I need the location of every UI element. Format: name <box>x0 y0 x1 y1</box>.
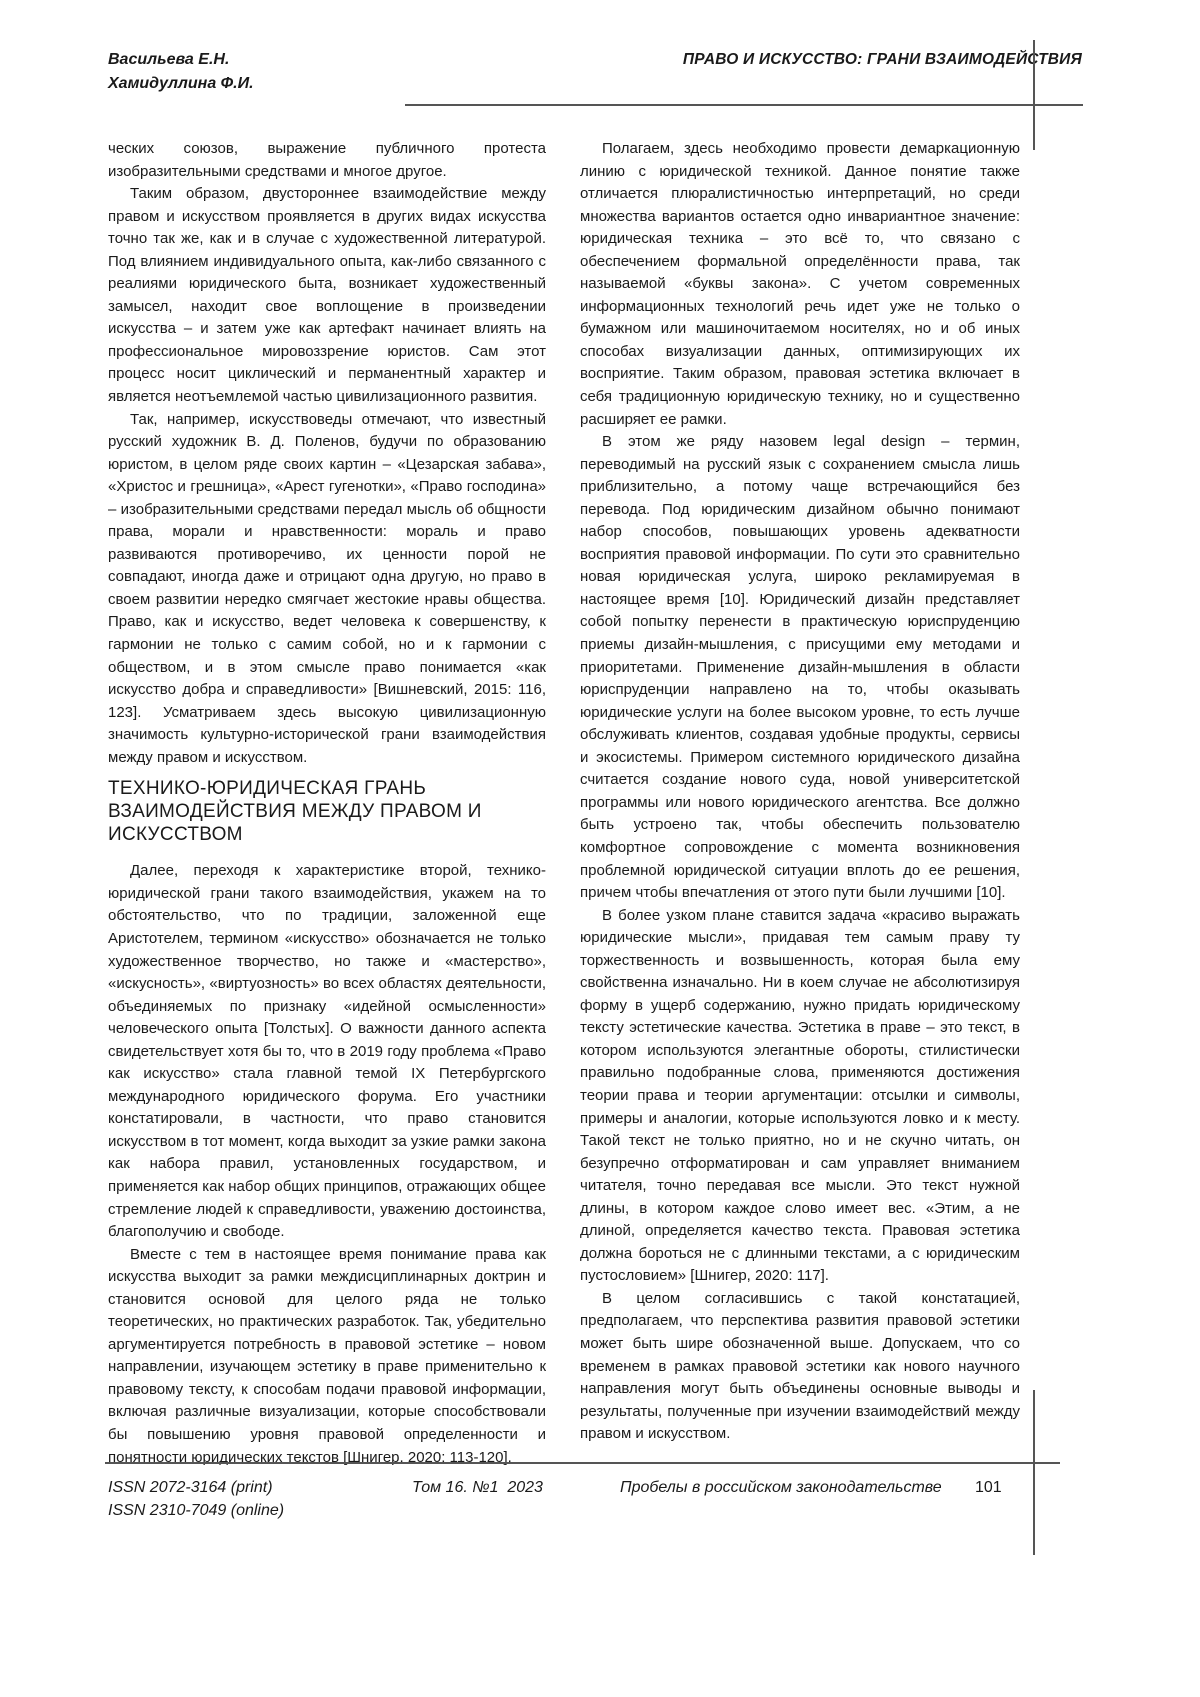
paragraph: Вместе с тем в настоящее время понимание права как искусства выходит за рамки междисциплинарных доктрин и становится основой для целого ряда не только теоретических, но практических разработок. Так, убедительно аргументируется потребность в правовой эстетике – новом направлении, изучающем эстетику в праве применительно к правовому тексту, к способам подачи правовой информации, включая различные визуализации, которые способствовали бы повышению уровня правовой определенности и понятности юридических текстов [Шнигер, 2020: 113-120]. <box>108 1244 546 1469</box>
volume-issue: Том 16. №1 2023 <box>412 1476 543 1499</box>
author-1: Васильева Е.Н. <box>108 48 254 72</box>
left-column <box>108 138 546 1469</box>
issn-online: ISSN 2310-7049 (online) <box>108 1499 284 1522</box>
paragraph: В более узком плане ставится задача «красиво выражать юридические мысли», придавая тем самым праву ту торжественность и возвышенность, которая была ему свойственна изначально. Ни в коем случае не абсолютизируя форму в ущерб содержанию, нужно придать юридическому тексту эстетические качества. Эстетика в праве – это текст, в котором используются элегантные обороты, стилистически правильно подобранные слова, применяются достижения теории права и теории аргументации: отсылки и символы, примеры и аналогии, которые используются ловко и к месту. Такой текст не только приятно, но и не скучно читать, он безупречно отформатирован и сам управляет вниманием читателя, точно передавая все мысли. Это текст нужной длины, в котором каждое слово имеет вес. «Этим, а не длиной, определяется качество текста. Правовая эстетика должна бороться не с длинными текстами, а с юридическим пустословием» [Шнигер, 2020: 117]. <box>580 905 1020 1288</box>
paragraph: В целом согласившись с такой констатацией, предполагаем, что перспектива развития правовой эстетики может быть шире обозначенной выше. Допускаем, что со временем в рамках правовой эстетики как нового научного направления могут быть объединены основные выводы и результаты, полученные при изучении взаимодействий между правом и искусством. <box>580 1288 1020 1446</box>
footer-vertical-rule <box>1033 1390 1035 1555</box>
issn-print: ISSN 2072-3164 (print) <box>108 1476 284 1499</box>
footer-rule <box>105 1462 1060 1464</box>
journal-name: Пробелы в российском законодательстве <box>620 1476 942 1499</box>
article-authors <box>108 48 254 96</box>
page-number: 101 <box>975 1476 1002 1499</box>
paragraph: Далее, переходя к характеристике второй, технико-юридической грани такого взаимодействия, укажем на то обстоятельство, что по традиции, заложенной еще Аристотелем, термином «искусство» обозначается не только художественное творчество, но также и «мастерство», «искусность», «виртуозность» во всех областях деятельности, объединяемых по признаку «идейной осмысленности» человеческого опыта [Толстых]. О важности данного аспекта свидетельствует хотя бы то, что в 2019 году проблема «Право как искусство» стала главной темой IX Петербургского международного юридического форума. Его участники констатировали, в частности, что право становится искусством в тот момент, когда выходит за узкие рамки закона как набора правил, установленных государством, и применяется как набор общих принципов, отражающих общее стремление людей к справедливости, уважению достоинства, благополучию и свободе. <box>108 860 546 1243</box>
right-column <box>580 138 1020 1446</box>
paragraph: В этом же ряду назовем legal design – термин, переводимый на русский язык с сохранением смысла лишь приблизительно, а потому чаще встречающийся без перевода. Под юридическим дизайном обычно понимают набор способов, повышающих уровень адекватности восприятия правовой информации. По сути это сравнительно новая юридическая услуга, широко рекламируемая в настоящее время [10]. Юридический дизайн представляет собой попытку перенести в практическую юриспруденцию приемы дизайн-мышления, с присущими ему методами и приоритетами. Применение дизайн-мышления в области юриспруденции направлено на то, чтобы оказывать юридические услуги на более высоком уровне, то есть лучше обслуживать клиентов, создавая удобные продукты, сервисы и экосистемы. Примером системного юридического дизайна считается создание нового суда, новой университетской программы или нового юридического агентства. Все должно быть устроено так, чтобы обеспечить пользователю комфортное сопровождение с момента возникновения проблемной юридической ситуации вплоть до ее решения, причем чтобы впечатления от этого пути были лучшими [10]. <box>580 431 1020 904</box>
paragraph: Полагаем, здесь необходимо провести демаркационную линию с юридической техникой. Данное понятие также отличается плюралистичностью интерпретаций, но среди множества вариантов остается одно инвариантное значение: юридическая техника – это всё то, что связано с обеспечением формальной определённости права, так называемой «буквы закона». С учетом современных информационных технологий речь идет уже не только о бумажном или машиночитаемом носителях, но и об иных способах визуализации данных, оптимизирующих их восприятие. Таким образом, правовая эстетика включает в себя традиционную юридическую технику, но и существенно расширяет ее рамки. <box>580 138 1020 431</box>
author-2: Хамидуллина Ф.И. <box>108 72 254 96</box>
paragraph: ческих союзов, выражение публичного протеста изобразительными средствами и многое другое. <box>108 138 546 183</box>
header-vertical-rule <box>1033 40 1035 150</box>
issn-block <box>108 1476 284 1522</box>
paragraph: Так, например, искусствоведы отмечают, что известный русский художник В. Д. Поленов, будучи по образованию юристом, в целом ряде своих картин – «Цезарская забава», «Христос и грешница», «Арест гугенотки», «Право господина» – изобразительными средствами передал мысль об общности права, морали и нравственности: мораль и право развиваются противоречиво, их ценности порой не совпадают, иногда даже и отрицают одна другую, но право в своем развитии нередко смягчает жестокие нравы общества. Право, как и искусство, ведет человека к совершенству, к гармонии не только с самим собой, но и к гармонии с обществом, и в этом смысле право понимается «как искусство добра и справедливости» [Вишневский, 2015: 116, 123]. Усматриваем здесь высокую цивилизационную значимость культурно-исторической грани взаимодействия между правом и искусством. <box>108 409 546 770</box>
running-title: ПРАВО И ИСКУССТВО: ГРАНИ ВЗАИМОДЕЙСТВИЯ <box>683 48 1082 72</box>
paragraph: Таким образом, двустороннее взаимодействие между правом и искусством проявляется в других видах искусства точно так же, как и в случае с художественной литературой. Под влиянием индивидуального опыта, как-либо связанного с реалиями юридического быта, возникает художественный замысел, находит свое воплощение в произведении искусства – и затем уже как артефакт начинает влиять на профессиональное мировоззрение юристов. Сам этот процесс носит циклический и перманентный характер и является неотъемлемой частью цивилизационного развития. <box>108 183 546 408</box>
section-heading: ТЕХНИКО-ЮРИДИЧЕСКАЯ ГРАНЬ ВЗАИМОДЕЙСТВИЯ МЕЖДУ ПРАВОМ И ИСКУССТВОМ <box>108 777 546 846</box>
header-rule <box>405 104 1083 106</box>
